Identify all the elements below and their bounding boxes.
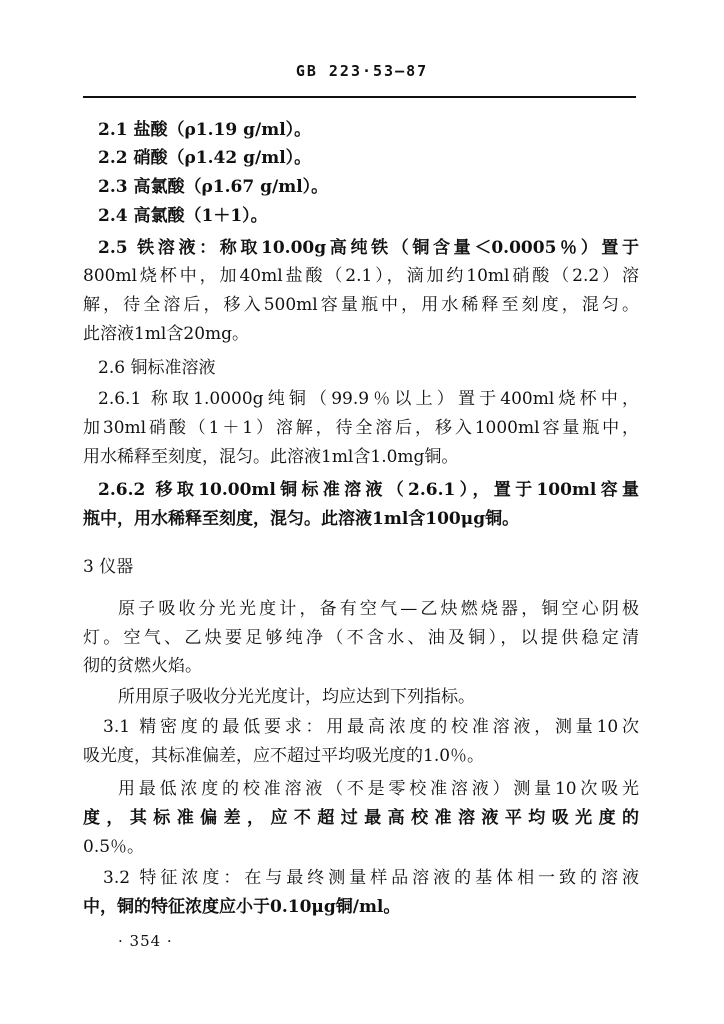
item-2-6-1-line-1: 2.6.1 称取1.0000g纯铜（99.9％以上）置于400ml烧杯中， bbox=[98, 389, 639, 409]
section-3-intro-line-1: 原子吸收分光光度计，备有空气—乙炔燃烧器，铜空心阴极 bbox=[118, 599, 639, 619]
header-rule bbox=[83, 96, 636, 98]
item-3-2-line-1: 3.2 特征浓度：在与最终测量样品溶液的基体相一致的溶液 bbox=[103, 868, 639, 888]
item-2-6-1-line-2: 加30ml硝酸（1＋1）溶解，待全溶后，移入1000ml容量瓶中， bbox=[83, 418, 639, 438]
standard-header: GB 223·53—87 bbox=[295, 62, 429, 80]
section-3-intro-line-3: 彻的贫燃火焰。 bbox=[83, 656, 202, 676]
item-2-4: 2.4 高氯酸（1＋1）。 bbox=[98, 206, 268, 226]
item-2-5-line-4: 此溶液1ml含20mg。 bbox=[83, 324, 250, 344]
section-3-intro-line-2: 灯。空气、乙炔要足够纯净（不含水、油及铜），以提供稳定清 bbox=[83, 628, 639, 648]
item-3-1-line-1: 3.1 精密度的最低要求：用最高浓度的校准溶液，测量10次 bbox=[103, 717, 639, 737]
item-2-2: 2.2 硝酸（ρ1.42 g/ml）。 bbox=[98, 148, 312, 168]
item-2-6-title: 2.6 铜标准溶液 bbox=[98, 358, 216, 378]
item-3-2-line-2: 中，铜的特征浓度应小于0.10μg铜/ml。 bbox=[83, 897, 401, 917]
item-3-1-cont-line-2: 度，其标准偏差，应不超过最高校准溶液平均吸光度的 bbox=[83, 808, 639, 828]
item-2-1: 2.1 盐酸（ρ1.19 g/ml）。 bbox=[98, 120, 312, 140]
item-2-5-line-3: 解，待全溶后，移入500ml容量瓶中，用水稀释至刻度，混匀。 bbox=[83, 295, 639, 315]
item-2-3: 2.3 高氯酸（ρ1.67 g/ml）。 bbox=[98, 177, 329, 197]
item-3-1-line-2: 吸光度，其标准偏差，应不超过平均吸光度的1.0％。 bbox=[83, 746, 485, 766]
item-2-6-1-line-3: 用水稀释至刻度，混匀。此溶液1ml含1.0mg铜。 bbox=[83, 447, 459, 467]
item-2-5-line-2: 800ml烧杯中，加40ml盐酸（2.1），滴加约10ml硝酸（2.2）溶 bbox=[83, 266, 639, 286]
item-2-5-line-1: 2.5 铁溶液：称取10.00g高纯铁（铜含量＜0.0005％）置于 bbox=[98, 238, 639, 258]
section-3-title: 3 仪器 bbox=[83, 557, 134, 577]
item-3-1-cont-line-3: 0.5％。 bbox=[83, 837, 145, 857]
section-3-requirement: 所用原子吸收分光光度计，均应达到下列指标。 bbox=[118, 687, 475, 707]
page-number: · 354 · bbox=[118, 932, 173, 950]
item-2-6-2-line-1: 2.6.2 移取10.00ml铜标准溶液（2.6.1），置于100ml容量 bbox=[98, 480, 639, 500]
item-2-6-2-line-2: 瓶中，用水稀释至刻度，混匀。此溶液1ml含100μg铜。 bbox=[83, 509, 520, 529]
item-3-1-cont-line-1: 用最低浓度的校准溶液（不是零校准溶液）测量10次吸光 bbox=[118, 779, 639, 799]
